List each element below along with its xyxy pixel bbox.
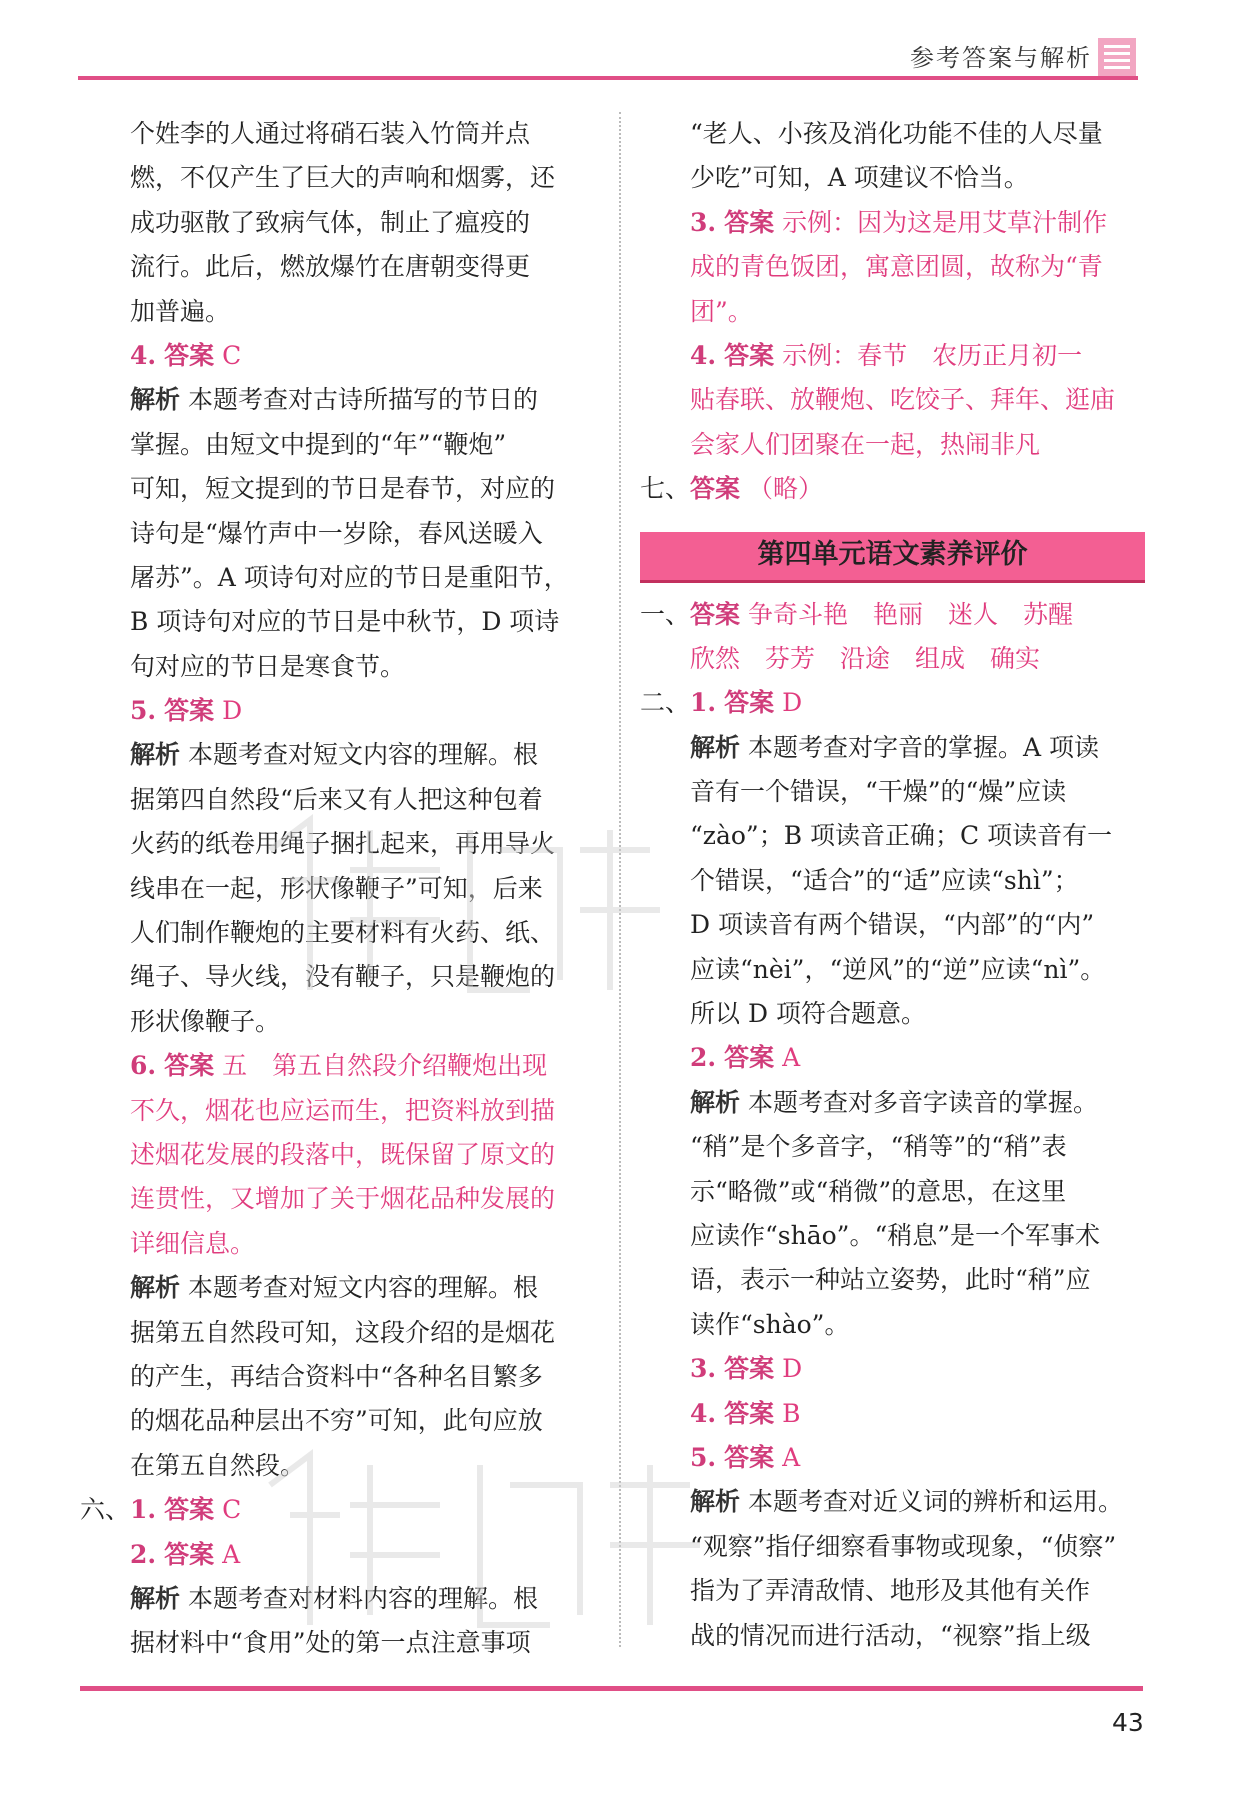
question-number: 4. [130, 340, 157, 370]
text-line [640, 948, 1145, 992]
line-text: 绳子、导火线，没有鞭子，只是鞭炮的 [130, 962, 556, 992]
text-line [80, 1177, 580, 1221]
analysis-label: 解析 [690, 1087, 741, 1117]
section-banner: 第四单元语文素养评价 [640, 532, 1145, 583]
line-text: 个错误，“适合”的“适”应读“shì”； [690, 865, 1079, 895]
answer-label: 答案 [724, 1398, 775, 1428]
text-line [640, 156, 1145, 200]
text-line [80, 156, 580, 200]
line-text: 战的情况而进行活动，“视察”指上级 [690, 1620, 1091, 1650]
top-rule [78, 76, 1138, 80]
line-text: 据第五自然段可知，这段介绍的是烟花 [130, 1317, 556, 1347]
line-text: 据第四自然段“后来又有人把这种包着 [130, 784, 543, 814]
answer-label: 答案 [164, 340, 215, 370]
answer-text: 示例：因为这是用艾草汁制作 [782, 207, 1108, 237]
text-line [640, 423, 1145, 467]
answer-label: 答案 [724, 1354, 775, 1384]
text-line [80, 1089, 580, 1133]
answer-label: 答案 [724, 1442, 775, 1472]
answer-text: 欣然 芬芳 沿途 组成 确实 [690, 643, 1041, 673]
analysis-line [80, 1266, 580, 1310]
question-number: 3. [690, 1354, 717, 1384]
answer-text: 示例：春节 农历正月初一 [782, 340, 1083, 370]
answer-text: D [222, 696, 243, 726]
analysis-line [80, 378, 580, 422]
text-line [640, 1303, 1145, 1347]
line-text: 句对应的节日是寒食节。 [130, 651, 406, 681]
analysis-label: 解析 [130, 1583, 181, 1613]
text-line [80, 245, 580, 289]
text-line [80, 290, 580, 334]
answer-text: A [222, 1539, 241, 1569]
text-line [640, 859, 1145, 903]
answer-text: C [222, 340, 242, 370]
line-text: 指为了弄清敌情、地形及其他有关作 [690, 1576, 1091, 1606]
answer-text: 贴春联、放鞭炮、吃饺子、拜年、逛庙 [690, 385, 1116, 415]
text-line [80, 1222, 580, 1266]
analysis-text: 本题考查对古诗所描写的节日的 [188, 385, 539, 415]
book-icon [1098, 38, 1136, 76]
text-line [640, 1214, 1145, 1258]
question-number: 4. [690, 1398, 717, 1428]
line-text: “老人、小孩及消化功能不佳的人尽量 [690, 119, 1103, 148]
answer-line [640, 334, 1145, 378]
line-text: 所以 D 项符合题意。 [690, 999, 926, 1029]
text-line [80, 467, 580, 511]
line-text: 语，表示一种站立姿势，此时“稍”应 [690, 1265, 1091, 1295]
answer-label: 答案 [724, 688, 775, 718]
line-text: 据材料中“食用”处的第一点注意事项 [130, 1628, 531, 1658]
answer-text: D [782, 688, 803, 718]
line-text: 应读作“shāo”。“稍息”是一个军事术 [690, 1220, 1101, 1250]
analysis-text: 本题考查对多音字读音的掌握。 [748, 1087, 1099, 1117]
question-number: 5. [130, 696, 157, 726]
line-text: 音有一个错误，“干燥”的“燥”应读 [690, 777, 1067, 807]
line-text: 人们制作鞭炮的主要材料有火药、纸、 [130, 918, 556, 948]
text-line [80, 1355, 580, 1399]
analysis-text: 本题考查对短文内容的理解。根 [188, 1273, 539, 1303]
text-line [80, 1311, 580, 1355]
analysis-label: 解析 [690, 1487, 741, 1517]
text-line [80, 201, 580, 245]
line-text: “观察”指仔细察看事物或现象，“侦察” [690, 1531, 1117, 1561]
answer-text: 连贯性，又增加了关于烟花品种发展的 [130, 1184, 556, 1214]
line-text: 形状像鞭子。 [130, 1006, 281, 1036]
analysis-line [80, 733, 580, 777]
text-line [80, 112, 580, 156]
text-line [640, 814, 1145, 858]
line-text: 少吃”可知，A 项建议不恰当。 [690, 163, 1029, 193]
line-text: “稍”是个多音字，“稍等”的“稍”表 [690, 1132, 1067, 1162]
answer-text: 不久，烟花也应运而生，把资料放到描 [130, 1095, 556, 1125]
analysis-label: 解析 [130, 385, 181, 415]
text-line [80, 645, 580, 689]
section-number: 六、 [80, 1495, 131, 1525]
answer-line [640, 1036, 1145, 1080]
line-text: 的烟花品种层出不穷”可知，此句应放 [130, 1406, 543, 1436]
answer-line [640, 681, 1145, 725]
text-line [640, 245, 1145, 289]
answer-line [640, 467, 1145, 511]
question-number: 3. [690, 207, 717, 237]
answer-text: 会家人们团聚在一起，热闹非凡 [690, 429, 1041, 459]
line-text: 流行。此后，燃放爆竹在唐朝变得更 [130, 252, 531, 282]
line-text: 示“略微”或“稍微”的意思，在这里 [690, 1176, 1067, 1206]
watermark-logo [250, 1425, 750, 1665]
answer-line [640, 1347, 1145, 1391]
answer-text: 团”。 [690, 296, 753, 326]
answer-label: 答案 [164, 1051, 215, 1081]
text-line [640, 770, 1145, 814]
bottom-rule [80, 1686, 1143, 1691]
line-text: 线串在一起，形状像鞭子”可知，后来 [130, 873, 543, 903]
text-line [640, 290, 1145, 334]
analysis-text: 本题考查对短文内容的理解。根 [188, 740, 539, 770]
answer-text: 争奇斗艳 艳丽 迷人 苏醒 [748, 599, 1074, 629]
analysis-line [640, 1081, 1145, 1125]
line-text: 应读“nèi”，“逆风”的“逆”应读“nì”。 [690, 954, 1106, 984]
answer-text: 成的青色饭团，寓意团圆，故称为“青 [690, 252, 1103, 282]
text-line [80, 512, 580, 556]
line-text: 个姓李的人通过将硝石装入竹筒并点 [130, 119, 531, 148]
watermark-logo [250, 790, 710, 1030]
line-text: 可知，短文提到的节日是春节，对应的 [130, 474, 556, 504]
text-line [640, 112, 1145, 156]
question-number: 2. [690, 1043, 717, 1073]
answer-label: 答案 [724, 207, 775, 237]
line-text: 在第五自然段。 [130, 1450, 306, 1480]
text-line [640, 1170, 1145, 1214]
answer-text: C [222, 1495, 242, 1525]
text-line [640, 1125, 1145, 1169]
answer-line [80, 334, 580, 378]
text-line [640, 637, 1145, 681]
question-number: 2. [130, 1539, 157, 1569]
answer-text: （略） [748, 474, 824, 504]
answer-line [640, 593, 1145, 637]
line-text: D 项读音有两个错误，“内部”的“内” [690, 910, 1095, 940]
text-line [80, 600, 580, 644]
line-text: 的产生，再结合资料中“各种名目繁多 [130, 1361, 543, 1391]
text-line [80, 556, 580, 600]
analysis-label: 解析 [130, 740, 181, 770]
text-line [640, 903, 1145, 947]
answer-label: 答案 [164, 1495, 215, 1525]
analysis-text: 本题考查对材料内容的理解。根 [188, 1583, 539, 1613]
answer-label: 答案 [164, 696, 215, 726]
text-line [80, 1133, 580, 1177]
line-text: 掌握。由短文中提到的“年”“鞭炮” [130, 429, 507, 459]
section-number: 一、 [640, 599, 691, 629]
answer-line [80, 689, 580, 733]
section-number: 二、 [640, 688, 691, 718]
answer-label: 答案 [690, 474, 741, 504]
line-text: “zào”；B 项读音正确；C 项读音有一 [690, 821, 1113, 851]
answer-label: 答案 [724, 340, 775, 370]
answer-text: 详细信息。 [130, 1228, 256, 1258]
text-line [640, 1258, 1145, 1302]
answer-text: 述烟花发展的段落中，既保留了原文的 [130, 1139, 556, 1169]
line-text: 屠苏”。A 项诗句对应的节日是重阳节， [130, 562, 569, 592]
line-text: 火药的纸卷用绳子捆扎起来，再用导火 [130, 829, 556, 859]
answer-line [640, 201, 1145, 245]
line-text: 读作“shào”。 [690, 1309, 850, 1339]
answer-text: D [782, 1354, 803, 1384]
analysis-text: 本题考查对近义词的辨析和运用。 [748, 1487, 1124, 1517]
answer-label: 答案 [724, 1043, 775, 1073]
text-line [80, 423, 580, 467]
answer-text: A [782, 1442, 801, 1472]
analysis-text: 本题考查对字音的掌握。A 项读 [748, 732, 1100, 762]
answer-label: 答案 [164, 1539, 215, 1569]
analysis-line [640, 726, 1145, 770]
question-number: 6. [130, 1051, 157, 1081]
line-text: 燃，不仅产生了巨大的声响和烟雾，还 [130, 163, 556, 193]
question-number: 4. [690, 340, 717, 370]
text-line [640, 992, 1145, 1036]
line-text: 诗句是“爆竹声中一岁除，春风送暖入 [130, 518, 543, 548]
analysis-label: 解析 [690, 732, 741, 762]
line-text: 成功驱散了致病气体，制止了瘟疫的 [130, 207, 531, 237]
answer-line [80, 1044, 580, 1088]
line-text: 加普遍。 [130, 296, 231, 326]
page-number: 43 [1112, 1708, 1144, 1737]
answer-text: 五 第五自然段介绍鞭炮出现 [222, 1051, 548, 1081]
answer-text: B [782, 1398, 801, 1428]
answer-text: A [782, 1043, 801, 1073]
text-line [640, 378, 1145, 422]
section-number: 七、 [640, 474, 691, 504]
question-number: 5. [690, 1442, 717, 1472]
answer-label: 答案 [690, 599, 741, 629]
page-header-title: 参考答案与解析 [910, 44, 1092, 72]
line-text: B 项诗句对应的节日是中秋节，D 项诗 [130, 607, 560, 637]
analysis-label: 解析 [130, 1273, 181, 1303]
question-number: 1. [130, 1495, 157, 1525]
question-number: 1. [690, 688, 717, 718]
